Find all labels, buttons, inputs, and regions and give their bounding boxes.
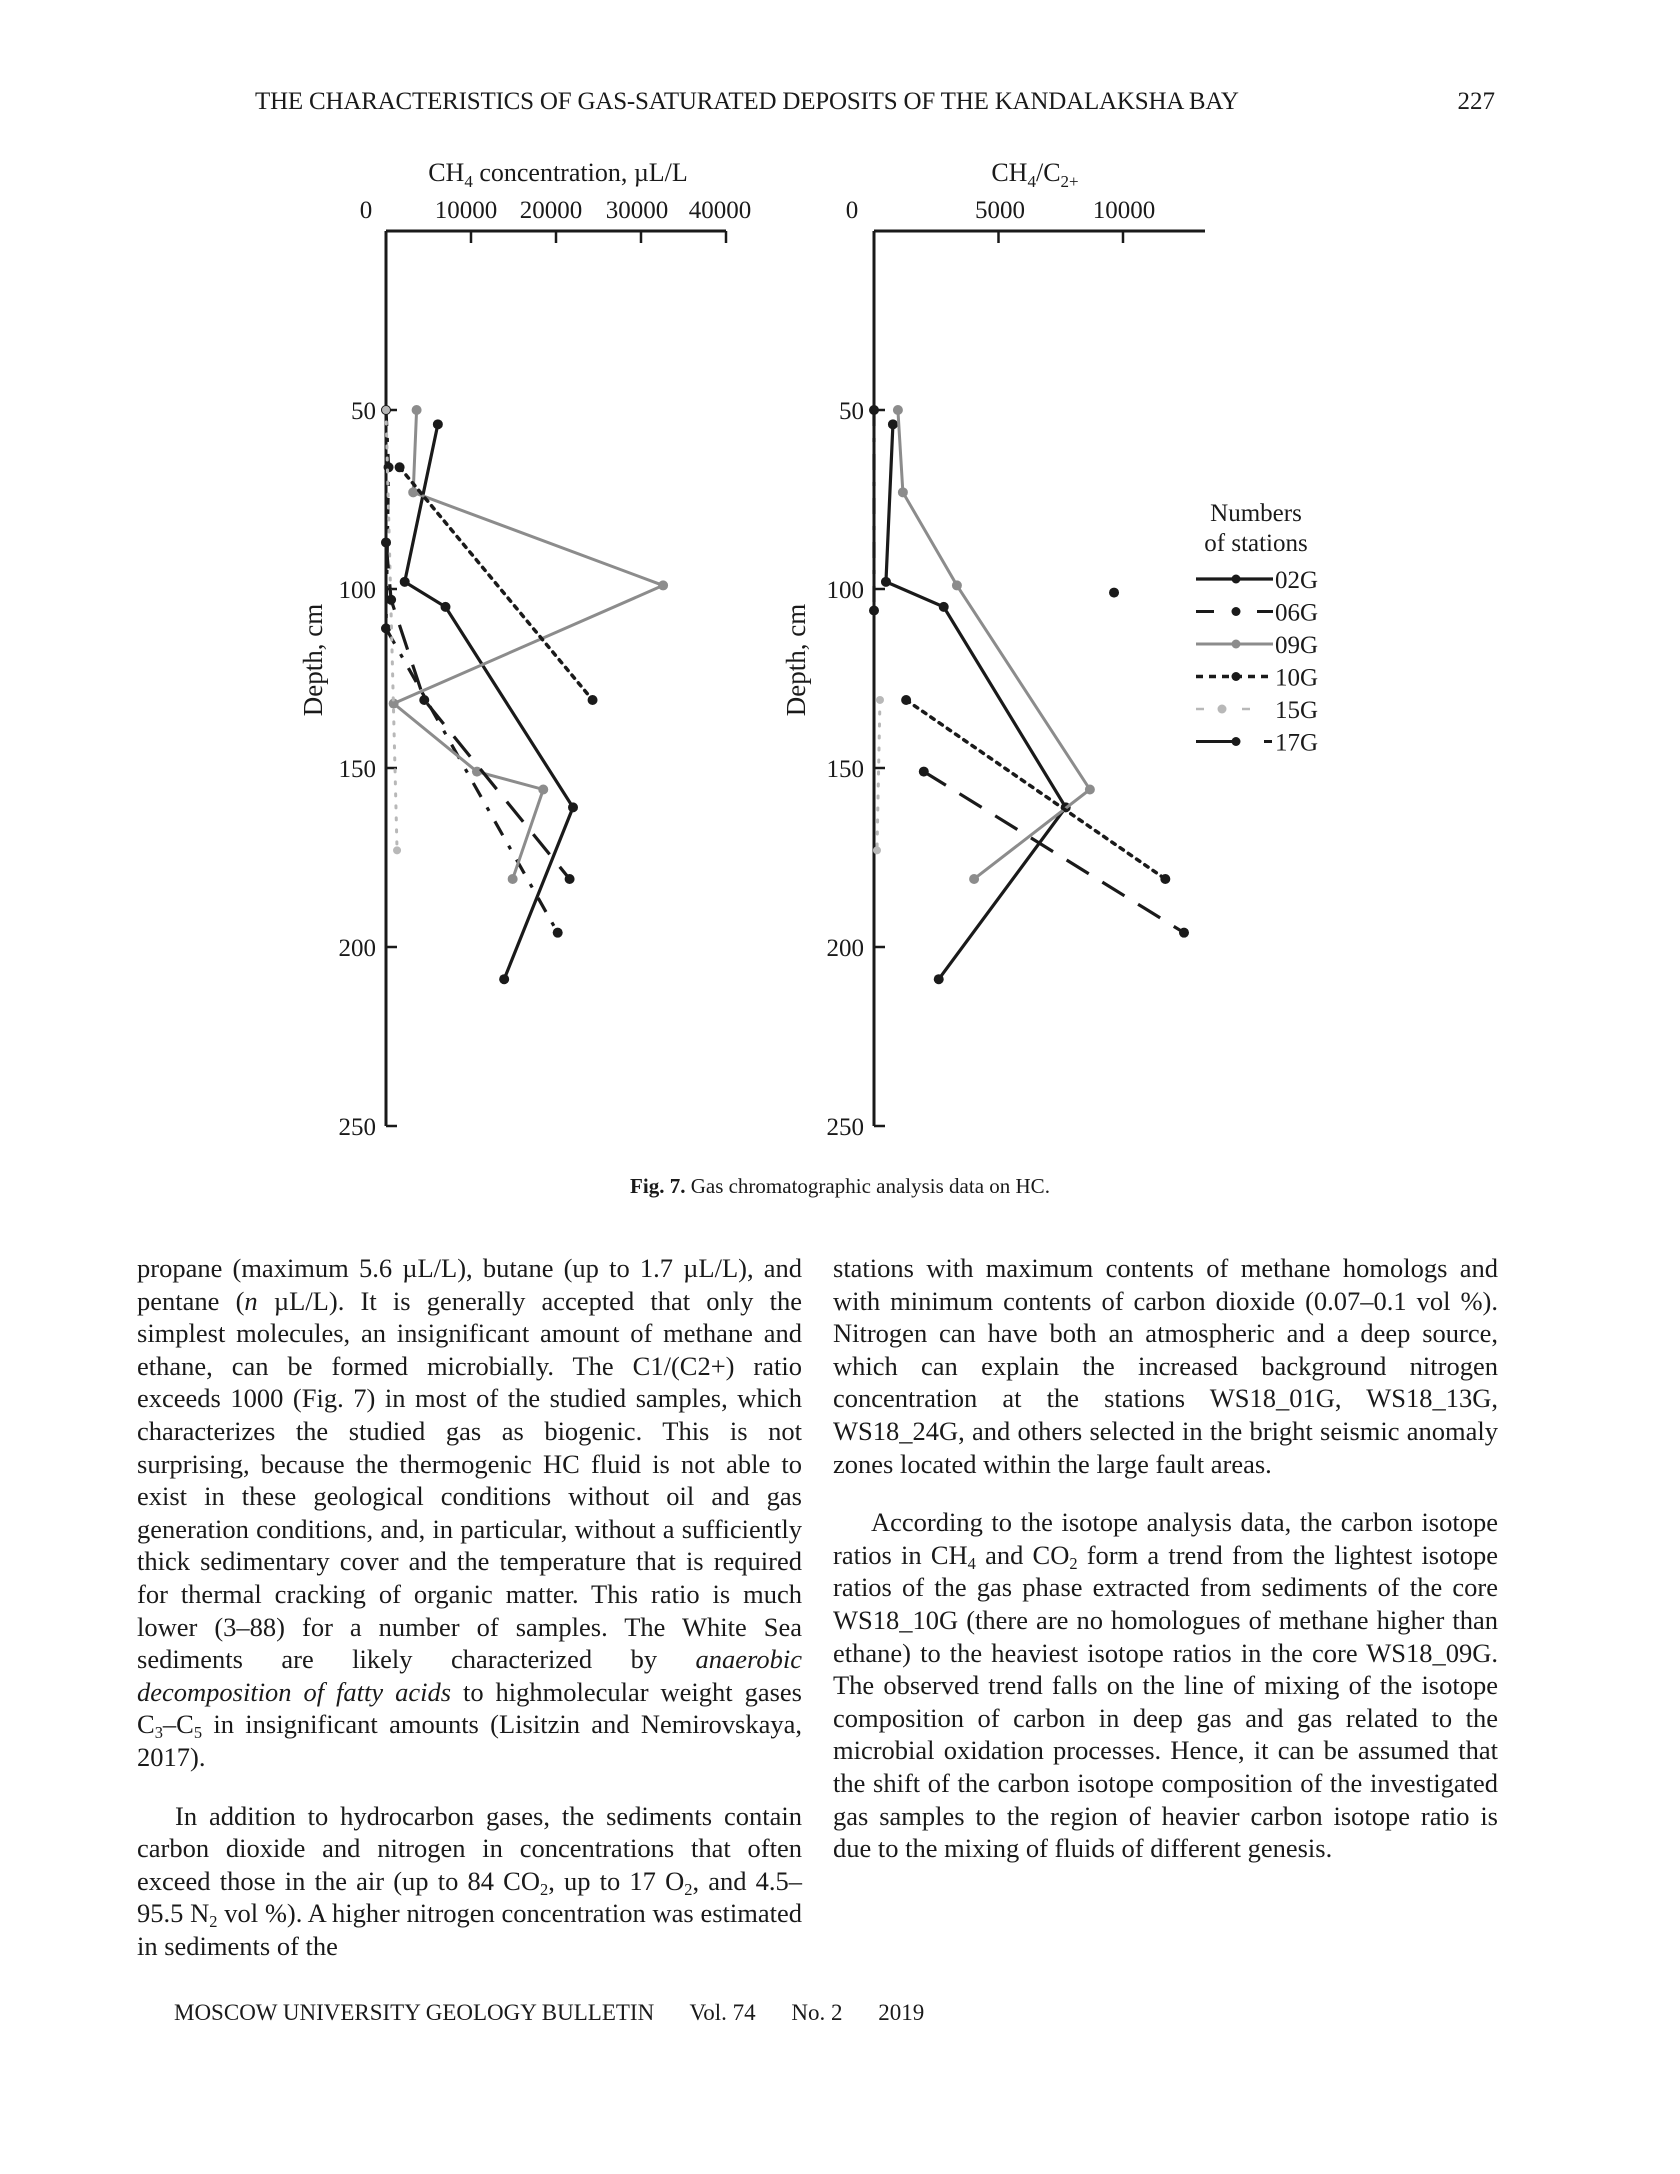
legend-label: 10G	[1275, 664, 1319, 692]
data-point	[901, 695, 911, 705]
y-axis-label: Depth, cm	[781, 603, 811, 717]
page-number: 227	[1457, 88, 1495, 115]
data-point	[400, 577, 410, 587]
data-point	[952, 580, 962, 590]
y-tick-label: 200	[338, 935, 376, 962]
data-point	[873, 846, 881, 854]
series-17G	[386, 542, 570, 879]
body-right-column	[833, 1252, 1498, 1865]
y-tick-label: 150	[826, 756, 864, 783]
y-tick-label: 50	[839, 398, 864, 425]
legend-marker	[1218, 705, 1227, 714]
data-point	[441, 602, 451, 612]
data-point	[393, 846, 401, 854]
data-point	[499, 974, 509, 984]
y-tick-label: 100	[826, 577, 864, 604]
legend-item-15G	[1196, 697, 1318, 724]
data-point	[893, 405, 903, 415]
legend-marker	[1232, 672, 1241, 681]
data-point	[939, 602, 949, 612]
data-point	[881, 577, 891, 587]
x-tick-label: 0	[845, 197, 859, 224]
journal-year: 2019	[878, 2000, 925, 2025]
data-point	[382, 406, 390, 414]
paragraph: In addition to hydrocarbon gases, the sediments contain carbon dioxide and nitrogen in concentrations that often exceed those in the air (up to 84 $CO_2$, up to 17 $O_2$, and 4.5–95.5 $N_2$ vol %). A higher nitrogen concentration was estimated in sediments of the	[137, 1800, 803, 1961]
chart-title: $CH_4$ concentration, µL/L	[428, 158, 688, 191]
data-point	[386, 595, 396, 605]
data-point	[869, 405, 879, 415]
legend-label: 17G	[1275, 729, 1319, 757]
data-point	[408, 487, 418, 497]
chart-title: $CH_4/C_{2+}$	[991, 158, 1079, 191]
x-tick-label: 0	[359, 197, 373, 224]
legend-title: of stations	[1204, 530, 1308, 557]
x-tick-label: 10000	[434, 197, 498, 224]
data-point	[412, 405, 422, 415]
legend	[1196, 500, 1318, 757]
y-tick-label: 50	[351, 398, 376, 425]
x-tick-label: 40000	[688, 197, 752, 224]
y-tick-label: 250	[338, 1114, 376, 1141]
ch4-c2-ratio-chart	[781, 158, 1205, 1141]
x-tick-label: 10000	[1092, 197, 1156, 224]
y-tick-label: 150	[338, 756, 376, 783]
data-point	[395, 462, 405, 472]
data-point	[934, 974, 944, 984]
data-point	[553, 928, 563, 938]
series-10G	[906, 700, 1165, 879]
paragraph: According to the isotope analysis data, the carbon isotope ratios in $CH_4$ and $CO_2$ form a trend from the lightest isotope ratios of the gas phase extracted from sediments of the core WS18_10G (there are no homologues of methane higher than ethane) to the heaviest isotope ratios in the core WS18_09G. The observed trend falls on the line of mixing of the isotope composition of carbon in deep gas and gas related to the microbial oxidation processes. Hence, it can be assumed that the shift of the carbon isotope composition of the investigated gas samples to the region of heavier carbon isotope ratio is due to the mixing of fluids of different genesis.	[833, 1507, 1498, 1864]
legend-label: 06G	[1275, 599, 1319, 627]
y-tick-label: 250	[826, 1114, 864, 1141]
data-point	[568, 802, 578, 812]
data-point	[898, 487, 908, 497]
paragraph: stations with maximum contents of methane homologs and with minimum contents of carbon dioxide (0.07–0.1 vol %). Nitrogen can have both an atmospheric and a deep source, which can explain the increased background nitrogen concentration at the stations WS18_01G, WS18_13G, WS18_24G, and others selected in the bright seismic anomaly zones located within the large fault areas.	[833, 1253, 1498, 1479]
legend-marker	[1232, 640, 1241, 649]
data-point	[508, 874, 518, 884]
legend-item-17G	[1196, 730, 1318, 757]
data-point	[538, 784, 548, 794]
data-point	[419, 695, 429, 705]
legend-label: 02G	[1275, 567, 1319, 594]
legend-marker	[1232, 607, 1241, 616]
data-point	[381, 623, 391, 633]
series-02G	[405, 424, 573, 979]
journal-name: MOSCOW UNIVERSITY GEOLOGY BULLETIN	[174, 2000, 655, 2025]
data-point	[919, 767, 929, 777]
legend-marker	[1232, 737, 1241, 746]
figure-svg	[0, 140, 1680, 1200]
series-15G	[877, 700, 880, 850]
series-09G	[394, 410, 663, 879]
x-tick-label: 30000	[605, 197, 669, 224]
figure-caption	[0, 1174, 1680, 1199]
legend-item-06G	[1196, 600, 1318, 627]
x-tick-label: 5000	[975, 197, 1025, 224]
ch4-concentration-chart	[298, 158, 751, 1141]
y-tick-label: 100	[338, 577, 376, 604]
data-point	[888, 419, 898, 429]
journal-number: No. 2	[791, 2000, 843, 2025]
figure-7	[0, 140, 1680, 1200]
data-point	[433, 419, 443, 429]
y-tick-label: 200	[826, 935, 864, 962]
running-head	[255, 88, 1495, 128]
legend-label: 09G	[1275, 632, 1319, 659]
series-10G	[400, 467, 593, 700]
y-axis-label: Depth, cm	[298, 603, 328, 717]
legend-item-09G	[1196, 632, 1318, 659]
paragraph: propane (maximum 5.6 µL/L), butane (up to 1.7 µL/L), and pentane (n µL/L). It is generally accepted that only the simplest molecules, an insignificant amount of methane and ethane, can be formed microbially. The C1/(C2+) ratio exceeds 1000 (Fig. 7) in most of the studied samples, which characterizes the studied gas as biogenic. This is not surprising, because the thermogenic HC fluid is not able to exist in these geological conditions without oil and gas generation conditions, and, in particular, without a sufficiently thick sedimentary cover and the temperature that is required for thermal cracking of organic matter. This ratio is much lower (3–88) for a number of samples. The White Sea sediments are likely characterized by anaerobic decomposition of fatty acids to highmolecular weight gases $C_3-C_5$ in insignificant amounts (Lisitzin and Nemirovskaya, 2017).	[137, 1253, 802, 1772]
body-left-column	[137, 1252, 802, 1962]
data-point	[381, 537, 391, 547]
journal-volume: Vol. 74	[689, 2000, 756, 2025]
legend-item-02G	[1196, 567, 1318, 594]
legend-marker	[1232, 575, 1241, 584]
running-title: THE CHARACTERISTICS OF GAS-SATURATED DEPOSITS OF THE KANDALAKSHA BAY	[255, 88, 1239, 115]
data-point	[588, 695, 598, 705]
data-point	[1085, 784, 1095, 794]
data-point	[876, 696, 884, 704]
journal-footer	[174, 2000, 954, 2026]
series-17G	[924, 772, 1184, 933]
data-point	[565, 874, 575, 884]
data-point	[1179, 928, 1189, 938]
legend-title: Numbers	[1210, 500, 1302, 527]
legend-item-10G	[1196, 665, 1318, 692]
caption-text: Gas chromatographic analysis data on HC.	[685, 1174, 1050, 1198]
data-point	[869, 605, 879, 615]
data-point	[1160, 874, 1170, 884]
data-point	[658, 580, 668, 590]
caption-label: Fig. 7.	[630, 1174, 686, 1198]
x-tick-label: 20000	[519, 197, 583, 224]
data-point	[969, 874, 979, 884]
legend-label: 15G	[1275, 697, 1319, 724]
data-point	[1109, 588, 1119, 598]
